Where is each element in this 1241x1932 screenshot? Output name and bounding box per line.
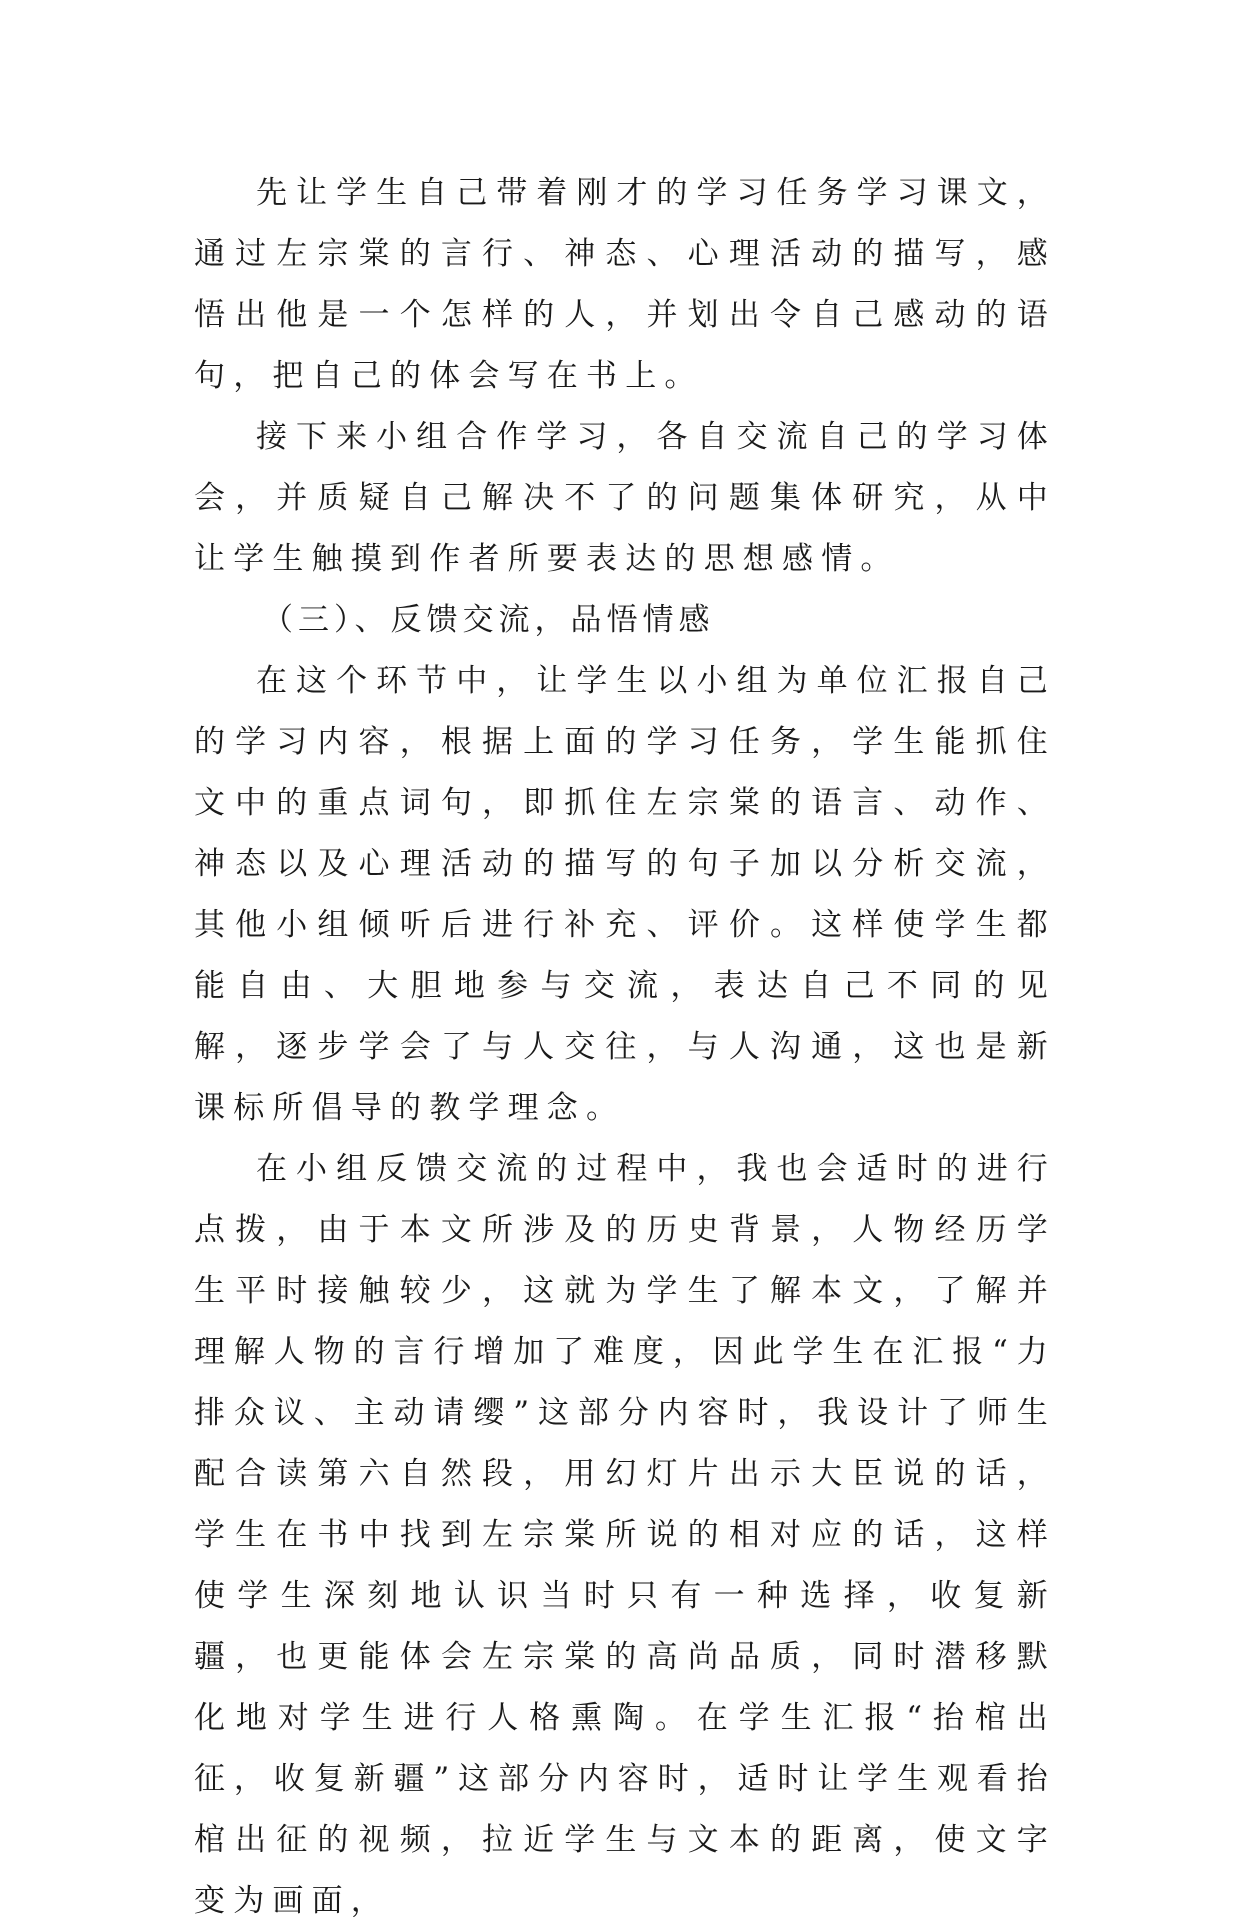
paragraph: 在这个环节中，让学生以小组为单位汇报自己的学习内容，根据上面的学习任务，学生能抓住文中的重点词句，即抓住左宗棠的语言、动作、神态以及心理活动的描写的句子加以分析交流，其他小组倾听后进行补充、评价。这样使学生都能自由、大胆地参与交流，表达自己不同的见解，逐步学会了与人交往，与人沟通，这也是新课标所倡导的教学理念。 (194, 663, 1056, 1126)
section-heading: （三）、反馈交流，品悟情感 (262, 602, 715, 638)
paragraph: 在小组反馈交流的过程中，我也会适时的进行点拨，由于本文所涉及的历史背景，人物经历学生平时接触较少，这就为学生了解本文，了解并理解人物的言行增加了难度，因此学生在汇报“力排众议、主动请缨”这部分内容时，我设计了师生配合读第六自然段，用幻灯片出示大臣说的话，学生在书中找到左宗棠所说的相对应的话，这样使学生深刻地认识当时只有一种选择，收复新疆，也更能体会左宗棠的高尚品质，同时潜移默化地对学生进行人格熏陶。在学生汇报“抬棺出征，收复新疆”这部分内容时，适时让学生观看抬棺出征的视频，拉近学生与文本的距离，使文字变为画面， (194, 1151, 1056, 1919)
document-body (194, 163, 1056, 1932)
paragraph: 接下来小组合作学习，各自交流自己的学习体会，并质疑自己解决不了的问题集体研究，从中让学生触摸到作者所要表达的思想感情。 (194, 419, 1056, 577)
paragraph: 先让学生自己带着刚才的学习任务学习课文，通过左宗棠的言行、神态、心理活动的描写，感悟出他是一个怎样的人，并划出令自己感动的语句，把自己的体会写在书上。 (194, 175, 1056, 394)
